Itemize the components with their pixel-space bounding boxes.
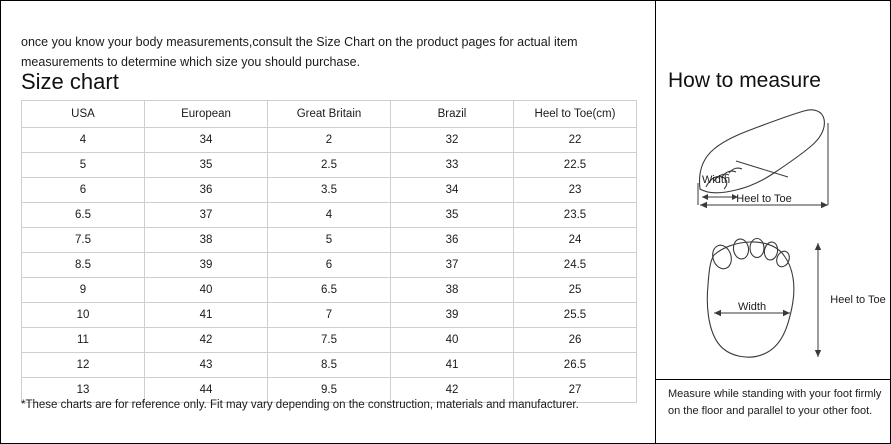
how-to-measure-title: How to measure bbox=[668, 69, 821, 92]
table-row bbox=[22, 303, 637, 328]
size-chart-table bbox=[21, 100, 637, 403]
cell-great-britain: 2.5 bbox=[268, 153, 391, 178]
cell-great-britain: 7.5 bbox=[268, 328, 391, 353]
cell-great-britain: 4 bbox=[268, 203, 391, 228]
cell-heel-to-toe: 23 bbox=[514, 178, 637, 203]
cell-great-britain: 8.5 bbox=[268, 353, 391, 378]
column-header-brazil: Brazil bbox=[391, 101, 514, 128]
table-row bbox=[22, 253, 637, 278]
cell-great-britain: 6 bbox=[268, 253, 391, 278]
cell-usa: 7.5 bbox=[22, 228, 145, 253]
top-view-width-label: Width bbox=[737, 301, 767, 313]
cell-european: 38 bbox=[145, 228, 268, 253]
cell-brazil: 34 bbox=[391, 178, 514, 203]
cell-great-britain: 3.5 bbox=[268, 178, 391, 203]
cell-european: 37 bbox=[145, 203, 268, 228]
table-row bbox=[22, 178, 637, 203]
cell-european: 36 bbox=[145, 178, 268, 203]
cell-heel-to-toe: 24 bbox=[514, 228, 637, 253]
side-view-heel-to-toe-label: Heel to Toe bbox=[736, 193, 792, 205]
cell-heel-to-toe: 23.5 bbox=[514, 203, 637, 228]
cell-brazil: 35 bbox=[391, 203, 514, 228]
cell-brazil: 40 bbox=[391, 328, 514, 353]
cell-brazil: 42 bbox=[391, 378, 514, 403]
table-header-row bbox=[22, 101, 637, 128]
cell-usa: 9 bbox=[22, 278, 145, 303]
foot-top-view-diagram bbox=[662, 229, 888, 369]
cell-great-britain: 7 bbox=[268, 303, 391, 328]
cell-usa: 6 bbox=[22, 178, 145, 203]
cell-great-britain: 5 bbox=[268, 228, 391, 253]
cell-usa: 12 bbox=[22, 353, 145, 378]
footnote-text: *These charts are for reference only. Fit may vary depending on the construction, materials and manufacturer. bbox=[21, 399, 579, 411]
cell-usa: 8.5 bbox=[22, 253, 145, 278]
cell-brazil: 33 bbox=[391, 153, 514, 178]
cell-usa: 10 bbox=[22, 303, 145, 328]
cell-heel-to-toe: 24.5 bbox=[514, 253, 637, 278]
cell-usa: 11 bbox=[22, 328, 145, 353]
column-header-usa: USA bbox=[22, 101, 145, 128]
cell-heel-to-toe: 25 bbox=[514, 278, 637, 303]
top-view-heel-to-toe-label: Heel to Toe bbox=[830, 294, 886, 306]
cell-european: 41 bbox=[145, 303, 268, 328]
table-row bbox=[22, 128, 637, 153]
cell-heel-to-toe: 22.5 bbox=[514, 153, 637, 178]
cell-heel-to-toe: 25.5 bbox=[514, 303, 637, 328]
cell-heel-to-toe: 27 bbox=[514, 378, 637, 403]
intro-text: once you know your body measurements,consult the Size Chart on the product pages for actual item measurements to determine which size you should purchase. bbox=[21, 34, 578, 69]
table-row bbox=[22, 203, 637, 228]
cell-brazil: 41 bbox=[391, 353, 514, 378]
cell-brazil: 32 bbox=[391, 128, 514, 153]
page-title: Size chart bbox=[21, 69, 119, 94]
cell-brazil: 37 bbox=[391, 253, 514, 278]
cell-usa: 13 bbox=[22, 378, 145, 403]
cell-usa: 5 bbox=[22, 153, 145, 178]
table-row bbox=[22, 278, 637, 303]
cell-heel-to-toe: 26.5 bbox=[514, 353, 637, 378]
cell-heel-to-toe: 22 bbox=[514, 128, 637, 153]
cell-heel-to-toe: 26 bbox=[514, 328, 637, 353]
cell-great-britain: 6.5 bbox=[268, 278, 391, 303]
column-header-european: European bbox=[145, 101, 268, 128]
size-chart-section bbox=[1, 1, 656, 444]
cell-european: 35 bbox=[145, 153, 268, 178]
table-row bbox=[22, 153, 637, 178]
cell-european: 40 bbox=[145, 278, 268, 303]
measure-instructions: Measure while standing with your foot firmly on the floor and parallel to your other foot. bbox=[668, 388, 882, 417]
table-row bbox=[22, 228, 637, 253]
cell-usa: 6.5 bbox=[22, 203, 145, 228]
cell-european: 34 bbox=[145, 128, 268, 153]
cell-brazil: 36 bbox=[391, 228, 514, 253]
column-header-heel-to-toe: Heel to Toe(cm) bbox=[514, 101, 637, 128]
table-row bbox=[22, 328, 637, 353]
cell-great-britain: 2 bbox=[268, 128, 391, 153]
table-row bbox=[22, 353, 637, 378]
cell-usa: 4 bbox=[22, 128, 145, 153]
cell-european: 42 bbox=[145, 328, 268, 353]
column-header-great-britain: Great Britain bbox=[268, 101, 391, 128]
cell-european: 44 bbox=[145, 378, 268, 403]
how-to-measure-section bbox=[656, 1, 891, 444]
cell-brazil: 39 bbox=[391, 303, 514, 328]
cell-great-britain: 9.5 bbox=[268, 378, 391, 403]
cell-european: 43 bbox=[145, 353, 268, 378]
foot-side-view-diagram bbox=[662, 101, 888, 221]
side-view-width-label: Width bbox=[701, 174, 731, 186]
cell-brazil: 38 bbox=[391, 278, 514, 303]
cell-european: 39 bbox=[145, 253, 268, 278]
